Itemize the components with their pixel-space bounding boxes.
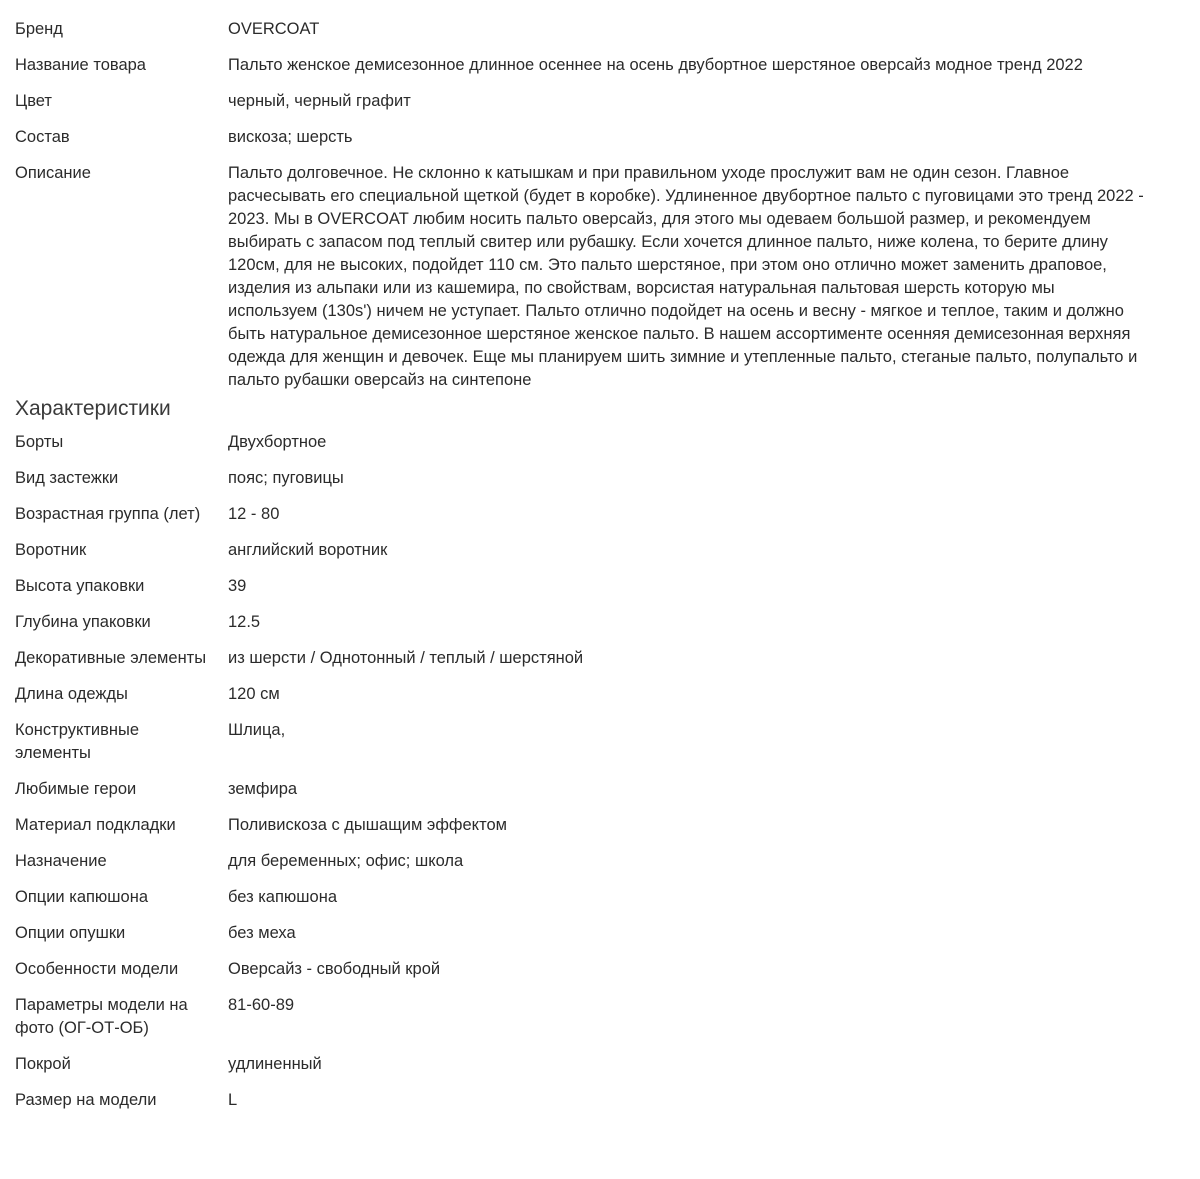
spec-value: Пальто долговечное. Не склонно к катышкам и при правильном уходе прослужит вам не один сезон. Главное расчесывать его специальной щеткой (будет в коробке). Удлиненное двубортное пальто с пуговицами это тренд 2022 - 2023. Мы в OVERCOAT любим носить пальто оверсайз, для этого мы одеваем большой размер, и рекомендуем выбирать с запасом под теплый свитер или рубашку. Если хочется длинное пальто, ниже колена, то берите длину 120см, для не высоких, подойдет 110 см. Это пальто шерстяное, при этом оно отлично может заменить драповое, изделия из альпаки или из кашемира, по свойствам, ворсистая натуральная пальтовая шерсть которую мы используем (130s') ничем не уступает. Пальто отлично подойдет на осень и весну - мягкое и теплое, таким и должно быть натуральное демисезонное шерстяное женское пальто. В нашем ассортименте осенняя демисезонная верхняя одежда для женщин и девочек. Еще мы планируем шить зимние и утепленные пальто, стеганые пальто, полупальто и пальто рубашки оверсайз на синтепоне (228, 164, 1144, 389)
spec-key: Покрой (15, 1055, 71, 1073)
characteristic-row (15, 994, 1200, 1040)
spec-key: Декоративные элементы (15, 649, 207, 667)
spec-key: Опции опушки (15, 924, 126, 942)
spec-key: Описание (15, 164, 91, 182)
spec-key: Борты (15, 433, 64, 451)
spec-value: для беременных; офис; школа (228, 852, 464, 870)
info-row (15, 18, 1200, 41)
characteristic-row (15, 467, 1200, 490)
spec-value: Шлица, (228, 721, 286, 739)
spec-value: черный, черный графит (228, 92, 411, 110)
characteristic-row (15, 886, 1200, 909)
spec-value: без меха (228, 924, 296, 942)
spec-key: Параметры модели на фото (ОГ-ОТ-ОБ) (15, 996, 188, 1037)
characteristic-row (15, 719, 1200, 765)
spec-value: 12.5 (228, 613, 261, 631)
characteristic-row (15, 850, 1200, 873)
spec-key: Вид застежки (15, 469, 119, 487)
info-row (15, 126, 1200, 149)
characteristics-heading: Характеристики (15, 397, 171, 420)
spec-key: Любимые герои (15, 780, 137, 798)
info-row (15, 54, 1200, 77)
characteristic-row (15, 431, 1200, 454)
spec-key: Размер на модели (15, 1091, 157, 1109)
characteristic-row (15, 683, 1200, 706)
spec-value: английский воротник (228, 541, 388, 559)
spec-value: без капюшона (228, 888, 337, 906)
spec-key: Цвет (15, 92, 52, 110)
characteristic-row (15, 575, 1200, 598)
spec-value: 81-60-89 (228, 996, 295, 1014)
spec-key: Глубина упаковки (15, 613, 151, 631)
spec-value: вискоза; шерсть (228, 128, 353, 146)
spec-value: Двухбортное (228, 433, 327, 451)
spec-value: 120 см (228, 685, 280, 703)
spec-value: OVERCOAT (228, 20, 320, 38)
characteristic-row (15, 922, 1200, 945)
spec-key: Назначение (15, 852, 107, 870)
spec-key: Воротник (15, 541, 87, 559)
spec-value: Поливискоза с дышащим эффектом (228, 816, 507, 834)
spec-key: Конструктивные элементы (15, 721, 140, 762)
characteristic-row (15, 1089, 1200, 1112)
spec-key: Материал подкладки (15, 816, 176, 834)
spec-key: Бренд (15, 20, 63, 38)
characteristic-row (15, 958, 1200, 981)
spec-value: Оверсайз - свободный крой (228, 960, 441, 978)
characteristic-row (15, 611, 1200, 634)
spec-value: пояс; пуговицы (228, 469, 344, 487)
characteristic-row (15, 1053, 1200, 1076)
spec-key: Особенности модели (15, 960, 179, 978)
spec-value: из шерсти / Однотонный / теплый / шерстяной (228, 649, 584, 667)
product-info-list (15, 18, 1200, 392)
spec-key: Опции капюшона (15, 888, 149, 906)
characteristic-row (15, 647, 1200, 670)
characteristic-row (15, 778, 1200, 801)
characteristics-list (15, 431, 1200, 1112)
spec-value: 12 - 80 (228, 505, 280, 523)
spec-key: Высота упаковки (15, 577, 145, 595)
spec-value: удлиненный (228, 1055, 322, 1073)
spec-key: Название товара (15, 56, 146, 74)
characteristic-row (15, 814, 1200, 837)
spec-key: Возрастная группа (лет) (15, 505, 201, 523)
spec-value: L (228, 1091, 238, 1109)
spec-value: 39 (228, 577, 247, 595)
spec-key: Состав (15, 128, 70, 146)
characteristic-row (15, 539, 1200, 562)
characteristic-row (15, 503, 1200, 526)
info-row (15, 162, 1200, 392)
info-row (15, 90, 1200, 113)
spec-value: Пальто женское демисезонное длинное осеннее на осень двубортное шерстяное оверсайз модное тренд 2022 (228, 56, 1083, 74)
spec-value: земфира (228, 780, 298, 798)
spec-key: Длина одежды (15, 685, 128, 703)
